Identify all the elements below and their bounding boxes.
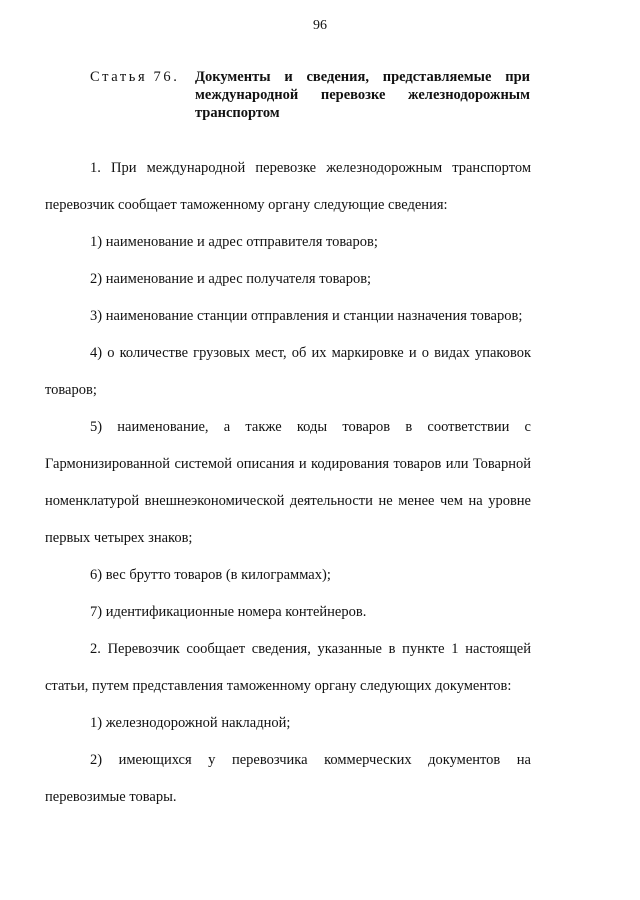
page-number: 96 (313, 18, 327, 33)
article-body (45, 150, 531, 816)
paragraph-2: 2. Перевозчик сообщает сведения, указанные в пункте 1 настоящей статьи, путем представления таможенному органу следующих документов: (45, 641, 531, 694)
paragraph-1-item-7: 7) идентификационные номера контейнеров. (90, 604, 367, 620)
article-header (90, 68, 530, 122)
paragraph-1-item-3: 3) наименование станции отправления и станции назначения товаров; (90, 308, 523, 324)
article-title: Документы и сведения, представляемые при международной перевозке железнодорожным транспортом (195, 69, 530, 121)
paragraph-1-item-1: 1) наименование и адрес отправителя товаров; (90, 234, 378, 250)
paragraph-1-item-4: 4) о количестве грузовых мест, об их маркировке и о видах упаковок товаров; (45, 345, 531, 398)
paragraph-1-item-2: 2) наименование и адрес получателя товаров; (90, 271, 372, 287)
paragraph-1-item-5: 5) наименование, а также коды товаров в соответствии с Гармонизированной системой описания и кодирования товаров или Товарной номенклатурой внешнеэкономической деятельности не менее чем на уровне первых четырех знаков; (45, 419, 531, 546)
paragraph-2-item-1: 1) железнодорожной накладной; (90, 715, 291, 731)
paragraph-1-item-6: 6) вес брутто товаров (в килограммах); (90, 567, 331, 583)
article-label: Статья 76. (90, 69, 180, 85)
paragraph-2-item-2: 2) имеющихся у перевозчика коммерческих документов на перевозимые товары. (45, 752, 531, 805)
paragraph-1: 1. При международной перевозке железнодорожным транспортом перевозчик сообщает таможенному органу следующие сведения: (45, 160, 531, 213)
